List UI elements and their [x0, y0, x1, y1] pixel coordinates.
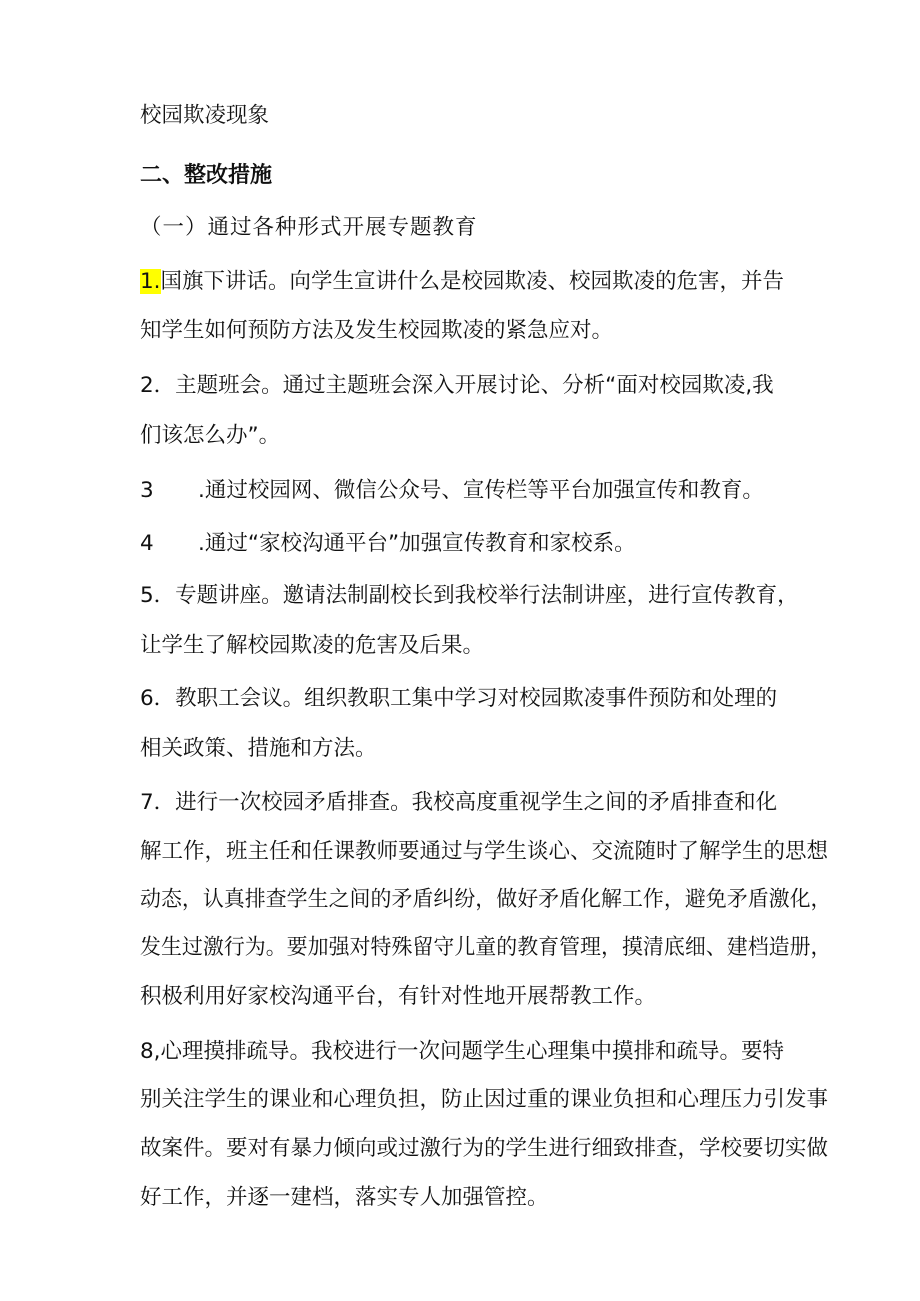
item-6-line-2: 相关政策、措施和方法。 [140, 736, 377, 761]
section-heading: 二、整改措施 [140, 163, 273, 188]
item-8-line-1: 8,心理摸排疏导。我校进行一次问题学生心理集中摸排和疏导。要特 [140, 1039, 785, 1064]
item-5-line-2: 让学生了解校园欺凌的危害及后果。 [140, 633, 485, 658]
item-4-line-1 [140, 529, 636, 559]
item-1-text: 国旗下讲话。向学生宣讲什么是校园欺凌、校园欺凌的危害，并告 [160, 269, 785, 294]
item-2-line-2: 们该怎么办”。 [140, 423, 281, 448]
carryover-text: 校园欺凌现象 [140, 103, 270, 128]
item-1-line-1 [140, 267, 784, 297]
item-7-line-5: 积极利用好家校沟通平台，有针对性地开展帮教工作。 [140, 984, 657, 1009]
item-8-line-4: 好工作，并逐一建档，落实专人加强管控。 [140, 1185, 549, 1210]
highlight-number: 1. [140, 269, 161, 294]
item-3-line-1 [140, 476, 764, 506]
subsection-heading: （一）通过各种形式开展专题教育 [140, 215, 478, 240]
item-4-text: .通过“家校沟通平台”加强宣传教育和家校系。 [198, 531, 636, 556]
item-8-line-2: 别关注学生的课业和心理负担，防止因过重的课业负担和心理压力引发事 [140, 1087, 829, 1112]
item-3-number: 3 [140, 478, 154, 503]
item-7-line-2: 解工作，班主任和任课教师要通过与学生谈心、交流随时了解学生的思想 [140, 839, 829, 864]
item-8-line-3: 故案件。要对有暴力倾向或过激行为的学生进行细致排查，学校要切实做 [140, 1136, 829, 1161]
item-2-line-1: 2．主题班会。通过主题班会深入开展讨论、分析“面对校园欺凌,我 [140, 373, 774, 398]
item-5-line-1: 5．专题讲座。邀请法制副校长到我校举行法制讲座，进行宣传教育， [140, 583, 799, 608]
item-7-line-1: 7．进行一次校园矛盾排查。我校高度重视学生之间的矛盾排查和化 [140, 790, 778, 815]
item-3-text: .通过校园网、微信公众号、宣传栏等平台加强宣传和教育。 [198, 478, 764, 503]
item-7-line-3: 动态，认真排查学生之间的矛盾纠纷，做好矛盾化解工作，避免矛盾激化， [140, 887, 832, 912]
item-4-number: 4 [140, 531, 154, 556]
item-7-line-4: 发生过激行为。要加强对特殊留守儿童的教育管理，摸清底细、建档造册， [140, 935, 832, 960]
item-1-line-2: 知学生如何预防方法及发生校园欺凌的紧急应对。 [140, 318, 614, 343]
item-6-line-1: 6．教职工会议。组织教职工集中学习对校园欺凌事件预防和处理的 [140, 686, 778, 711]
